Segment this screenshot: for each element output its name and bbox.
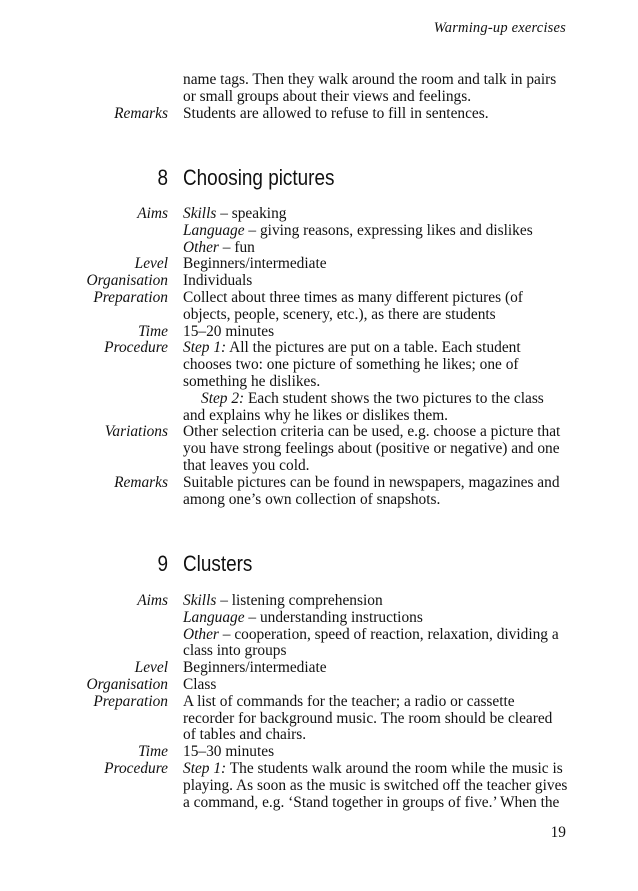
language-text: – understanding instructions xyxy=(244,608,423,626)
text-line: recorder for background music. The room should be cleared xyxy=(183,709,553,727)
procedure-row xyxy=(0,340,638,424)
time-value: 15–20 minutes xyxy=(183,322,275,340)
skills-text: – listening comprehension xyxy=(216,592,383,609)
text-line: of tables and chairs. xyxy=(183,726,307,744)
organisation-value: Class xyxy=(183,675,217,693)
intro-remarks-row xyxy=(0,106,638,123)
level-label: Level xyxy=(134,255,168,273)
preparation-label: Preparation xyxy=(93,692,168,710)
aims-label: Aims xyxy=(137,592,168,609)
aims-label: Aims xyxy=(137,205,168,222)
running-header: Warming-up exercises xyxy=(433,20,566,36)
section-number: 8 xyxy=(157,165,168,190)
text-line: a command, e.g. ‘Stand together in groups of five.’ When the xyxy=(183,793,560,811)
text-line: objects, people, scenery, etc.), as there are students xyxy=(183,305,496,323)
text-line: or small groups about their views and feelings. xyxy=(183,87,472,105)
preparation-row xyxy=(0,694,638,744)
language-key: Language xyxy=(183,608,245,626)
level-row xyxy=(0,256,638,273)
organisation-label: Organisation xyxy=(86,675,168,693)
text-line: chooses two: one picture of something he likes; one of xyxy=(183,356,519,374)
intro-continuation xyxy=(0,72,638,106)
aims-row xyxy=(0,206,638,256)
time-label: Time xyxy=(138,743,168,761)
time-value: 15–30 minutes xyxy=(183,743,275,761)
variations-row xyxy=(0,424,638,474)
step-1-text: All the pictures are put on a table. Each student xyxy=(226,339,521,357)
language-text: – giving reasons, expressing likes and dislikes xyxy=(244,221,533,239)
text-line: that leaves you cold. xyxy=(183,456,310,474)
organisation-value: Individuals xyxy=(183,272,253,290)
language-key: Language xyxy=(183,221,245,239)
step-1-key: Step 1: xyxy=(183,759,227,777)
text-line: name tags. Then they walk around the room and talk in pairs xyxy=(183,71,557,88)
preparation-row xyxy=(0,290,638,324)
section-title: Clusters xyxy=(183,551,253,576)
text-line: Suitable pictures can be found in newspapers, magazines and xyxy=(183,473,560,491)
section-9-heading xyxy=(0,549,638,579)
time-label: Time xyxy=(138,322,168,340)
remarks-text: Students are allowed to refuse to fill in sentences. xyxy=(183,104,489,122)
page-number: 19 xyxy=(550,824,566,841)
text-line: something he dislikes. xyxy=(183,372,321,390)
organisation-label: Organisation xyxy=(86,272,168,290)
intro-block xyxy=(0,72,638,122)
level-value: Beginners/intermediate xyxy=(183,255,327,273)
remarks-row xyxy=(0,475,638,509)
skills-key: Skills xyxy=(183,592,217,609)
other-key: Other xyxy=(183,238,219,256)
text-line: A list of commands for the teacher; a radio or cassette xyxy=(183,692,515,710)
section-title: Choosing pictures xyxy=(183,165,335,190)
remarks-label: Remarks xyxy=(114,104,168,122)
section-number: 9 xyxy=(157,551,168,576)
time-row xyxy=(0,324,638,341)
text-line: you have strong feelings about (positive or negative) and one xyxy=(183,440,560,458)
procedure-label: Procedure xyxy=(104,759,168,777)
step-1-text: The students walk around the room while the music is xyxy=(226,759,563,777)
organisation-row xyxy=(0,677,638,694)
section-8-body xyxy=(0,206,638,508)
skills-key: Skills xyxy=(183,205,217,222)
remarks-label: Remarks xyxy=(114,473,168,491)
skills-text: – speaking xyxy=(216,205,287,222)
section-8-heading xyxy=(0,163,638,193)
variations-label: Variations xyxy=(104,423,168,441)
procedure-label: Procedure xyxy=(104,339,168,357)
preparation-label: Preparation xyxy=(93,288,168,306)
step-2-key: Step 2: xyxy=(201,389,245,407)
other-key: Other xyxy=(183,625,219,643)
level-value: Beginners/intermediate xyxy=(183,659,327,677)
text-line: class into groups xyxy=(183,642,287,660)
time-row xyxy=(0,744,638,761)
step-2-text: Each student shows the two pictures to the class xyxy=(244,389,544,407)
section-8 xyxy=(0,163,638,193)
aims-row xyxy=(0,593,638,660)
text-line: and explains why he likes or dislikes them. xyxy=(183,406,449,424)
section-9 xyxy=(0,549,638,579)
section-9-body xyxy=(0,593,638,811)
other-text: – cooperation, speed of reaction, relaxation, dividing a xyxy=(218,625,559,643)
other-text: – fun xyxy=(218,238,255,256)
text-line: Other selection criteria can be used, e.g. choose a picture that xyxy=(183,423,561,441)
step-1-key: Step 1: xyxy=(183,339,227,357)
text-line: among one’s own collection of snapshots. xyxy=(183,490,441,508)
level-row xyxy=(0,660,638,677)
procedure-row xyxy=(0,761,638,811)
text-line: Collect about three times as many different pictures (of xyxy=(183,288,523,306)
text-line: playing. As soon as the music is switched off the teacher gives xyxy=(183,776,568,794)
organisation-row xyxy=(0,273,638,290)
level-label: Level xyxy=(134,659,168,677)
